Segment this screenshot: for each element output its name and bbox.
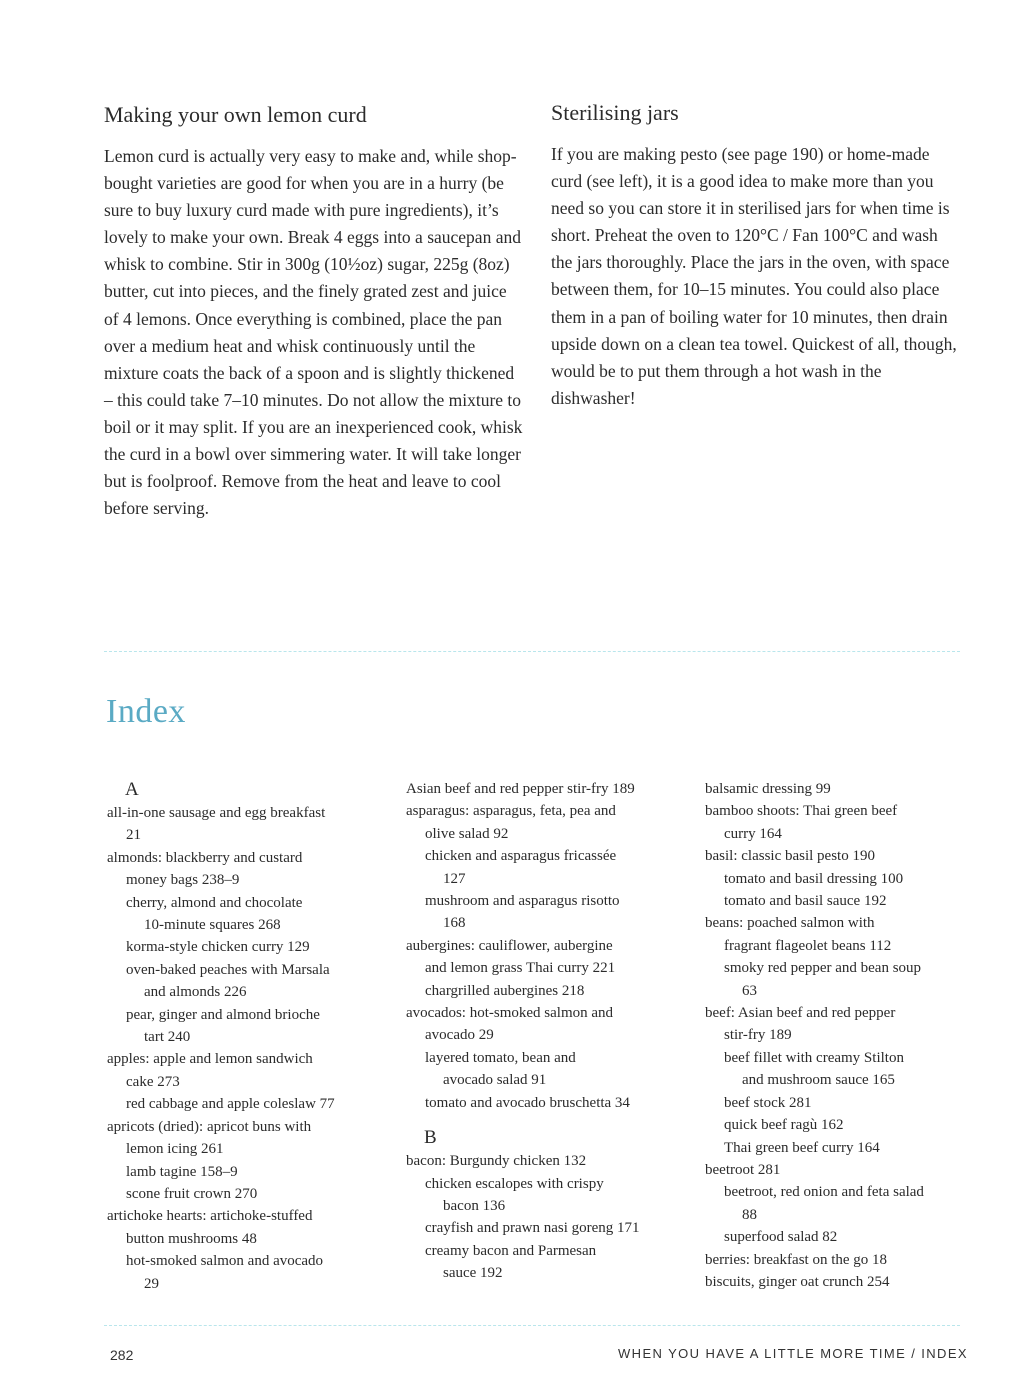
sterilising-jars-heading: Sterilising jars: [551, 100, 679, 125]
index-entry: artichoke hearts: artichoke-stuffed: [107, 1208, 313, 1225]
index-entry: hot-smoked salmon and avocado: [126, 1253, 324, 1270]
index-entry: tomato and basil sauce 192: [724, 893, 887, 910]
index-entry: 29: [144, 1275, 159, 1292]
index-entry: lamb tagine 158–9: [126, 1163, 238, 1180]
index-entry: apricots (dried): apricot buns with: [107, 1118, 312, 1135]
index-entry: beef stock 281: [724, 1094, 812, 1111]
index-entry: cherry, almond and chocolate: [126, 894, 303, 911]
index-entry: bacon: Burgundy chicken 132: [406, 1153, 587, 1170]
index-entry: scone fruit crown 270: [126, 1185, 258, 1202]
index-entry: chicken escalopes with crispy: [425, 1175, 604, 1192]
index-entry: tomato and avocado bruschetta 34: [425, 1094, 630, 1111]
index-entry: layered tomato, bean and: [425, 1049, 576, 1066]
index-entry: stir-fry 189: [724, 1027, 792, 1044]
index-column-3: [705, 778, 990, 1293]
index-entry: aubergines: cauliflower, aubergine: [406, 937, 613, 954]
index-entry: beetroot 281: [705, 1161, 781, 1178]
index-entry: chargrilled aubergines 218: [425, 982, 585, 999]
index-entry: balsamic dressing 99: [705, 781, 831, 797]
index-entry: Asian beef and red pepper stir-fry 189: [406, 781, 635, 797]
lemon-curd-heading: Making your own lemon curd: [104, 102, 367, 127]
index-entry: crayfish and prawn nasi goreng 171: [425, 1220, 640, 1237]
index-entry: 10-minute squares 268: [144, 917, 281, 934]
index-entry: smoky red pepper and bean soup: [724, 960, 922, 977]
index-entry: apples: apple and lemon sandwich: [107, 1051, 313, 1068]
index-entry: and lemon grass Thai curry 221: [425, 960, 616, 977]
index-entry: cake 273: [126, 1073, 180, 1090]
index-entry: 127: [443, 870, 466, 887]
index-entry: and mushroom sauce 165: [742, 1072, 895, 1089]
index-letter-b: B: [424, 1127, 437, 1149]
page-number: 282: [110, 1347, 134, 1363]
index-entry: pear, ginger and almond brioche: [126, 1006, 320, 1023]
index-entry: beef fillet with creamy Stilton: [724, 1049, 904, 1066]
index-title: Index: [106, 693, 186, 730]
lemon-curd-section: [104, 101, 524, 522]
index-letter-a: A: [125, 779, 139, 800]
index-entry: quick beef ragù 162: [724, 1117, 844, 1134]
index-entry: chicken and asparagus fricassée: [425, 848, 617, 865]
index-entry: and almonds 226: [144, 984, 247, 1001]
index-entry: Thai green beef curry 164: [724, 1139, 880, 1156]
index-entry: money bags 238–9: [126, 872, 240, 889]
dashed-divider-bottom: [104, 1325, 960, 1326]
index-entry: basil: classic basil pesto 190: [705, 848, 875, 865]
index-entry: button mushrooms 48: [126, 1230, 257, 1247]
index-entry: mushroom and asparagus risotto: [425, 893, 620, 910]
index-entry: oven-baked peaches with Marsala: [126, 961, 330, 978]
index-entry: curry 164: [724, 825, 782, 842]
index-entry: tart 240: [144, 1029, 191, 1046]
index-entry: biscuits, ginger oat crunch 254: [705, 1273, 890, 1290]
index-entry: bamboo shoots: Thai green beef: [705, 803, 898, 820]
index-entry: lemon icing 261: [126, 1141, 224, 1158]
index-entry: berries: breakfast on the go 18: [705, 1251, 888, 1268]
index-entry: beef: Asian beef and red pepper: [705, 1005, 896, 1022]
index-entry: 21: [126, 827, 141, 844]
index-entry: bacon 136: [443, 1197, 506, 1214]
index-entry: 63: [742, 982, 757, 999]
index-entry: red cabbage and apple coleslaw 77: [126, 1096, 335, 1113]
index-entry: korma-style chicken curry 129: [126, 939, 310, 956]
index-entry: fragrant flageolet beans 112: [724, 937, 892, 954]
index-column-1: [107, 778, 392, 1295]
index-entry: 168: [443, 915, 466, 932]
index-entry: olive salad 92: [425, 825, 509, 842]
running-head: WHEN YOU HAVE A LITTLE MORE TIME / INDEX: [617, 1346, 968, 1361]
sterilising-jars-body: If you are making pesto (see page 190) or home-made curd (see left), it is a good idea to make more than you need so you can store it in sterilised jars for when time is short. Preheat the oven to 120°C / Fan 100°C and wash the jars thoroughly. Place the jars in the oven, with space between them, for 10–15 minutes. You could also place them in a pan of boiling water for 10 minutes, then drain upside down on a clean tea towel. Quickest of all, though, would be to put them through a hot wash in the dishwasher!: [551, 144, 957, 408]
lemon-curd-body: Lemon curd is actually very easy to make and, while shop-bought varieties are good for when you are in a hurry (be sure to buy luxury curd made with pure ingredients), it’s lovely to make your own. Break 4 eggs into a saucepan and whisk to combine. Stir in 300g (10½oz) sugar, 225g (8oz) butter, cut into pieces, and the finely grated zest and juice of 4 lemons. Once everything is combined, place the pan over a medium heat and whisk continuously until the mixture coats the back of a spoon and is slightly thickened – this could take 7–10 minutes. Do not allow the mixture to boil or it may split. If you are an inexperienced cook, whisk the curd in a bowl over simmering water. It will take longer but is foolproof. Remove from the heat and leave to cool before serving.: [104, 146, 523, 519]
index-column-2: [406, 778, 691, 1285]
index-entry: creamy bacon and Parmesan: [425, 1242, 597, 1259]
index-entry: avocados: hot-smoked salmon and: [406, 1005, 614, 1022]
index-entry: avocado 29: [425, 1027, 494, 1044]
index-entry: 88: [742, 1206, 757, 1223]
index-entry: tomato and basil dressing 100: [724, 870, 904, 887]
index-entry: almonds: blackberry and custard: [107, 849, 303, 866]
dashed-divider-top: [104, 651, 960, 652]
index-entry: beans: poached salmon with: [705, 915, 875, 932]
index-entry: asparagus: asparagus, feta, pea and: [406, 803, 616, 820]
index-entry: all-in-one sausage and egg breakfast: [107, 805, 326, 821]
index-entry: superfood salad 82: [724, 1229, 838, 1246]
sterilising-jars-section: [551, 99, 961, 412]
index-entry: avocado salad 91: [443, 1072, 547, 1089]
index-entry: sauce 192: [443, 1265, 503, 1282]
index-entry: beetroot, red onion and feta salad: [724, 1184, 924, 1201]
